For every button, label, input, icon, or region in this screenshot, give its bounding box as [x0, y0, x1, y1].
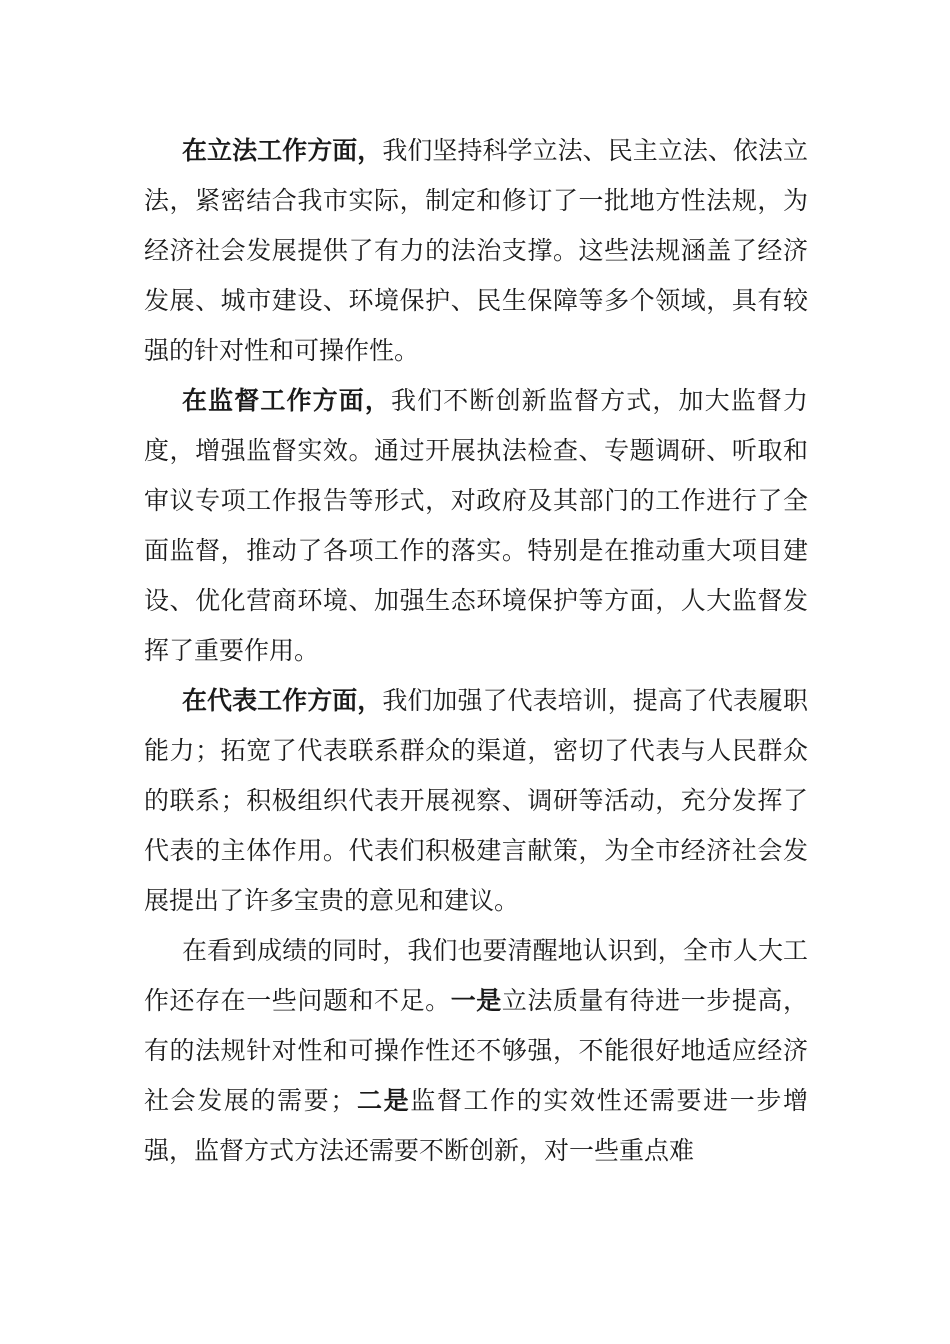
paragraph-legislation	[144, 126, 808, 376]
paragraph-text: 我们不断创新监督方式，加大监督力度，增强监督实效。通过开展执法检查、专题调研、听取和审议专项工作报告等形式，对政府及其部门的工作进行了全面监督，推动了各项工作的落实。特别是在推动重大项目建设、优化营商环境、加强生态环境保护等方面，人大监督发挥了重要作用。	[144, 386, 808, 665]
paragraph-supervision	[144, 376, 808, 676]
paragraph-problems	[144, 926, 808, 1176]
paragraph-lead: 在监督工作方面，	[182, 386, 392, 415]
paragraph-lead: 在代表工作方面，	[182, 686, 383, 715]
item-label-first: 一是	[450, 986, 502, 1015]
item-text-first: 立法质量有待进一步提高，有的法规针对性和可操作性还不够强，不能很好地适应经济社会发展的需要；	[144, 986, 808, 1115]
item-text-second: 监督工作的实效性还需要进一步增强，监督方式方法还需要不断创新，对一些重点难	[144, 1086, 808, 1165]
document-body	[144, 126, 808, 1176]
item-label-second: 二是	[355, 1086, 411, 1115]
paragraph-lead: 在立法工作方面，	[182, 136, 383, 165]
paragraph-deputies	[144, 676, 808, 926]
paragraph-text: 我们坚持科学立法、民主立法、依法立法，紧密结合我市实际，制定和修订了一批地方性法规，为经济社会发展提供了有力的法治支撑。这些法规涵盖了经济发展、城市建设、环境保护、民生保障等多个领域，具有较强的针对性和可操作性。	[144, 136, 808, 365]
paragraph-intro: 在看到成绩的同时，我们也要清醒地认识到，全市人大工作还存在一些问题和不足。	[144, 936, 808, 1015]
paragraph-text: 我们加强了代表培训，提高了代表履职能力；拓宽了代表联系群众的渠道，密切了代表与人民群众的联系；积极组织代表开展视察、调研等活动，充分发挥了代表的主体作用。代表们积极建言献策，为全市经济社会发展提出了许多宝贵的意见和建议。	[144, 686, 808, 915]
